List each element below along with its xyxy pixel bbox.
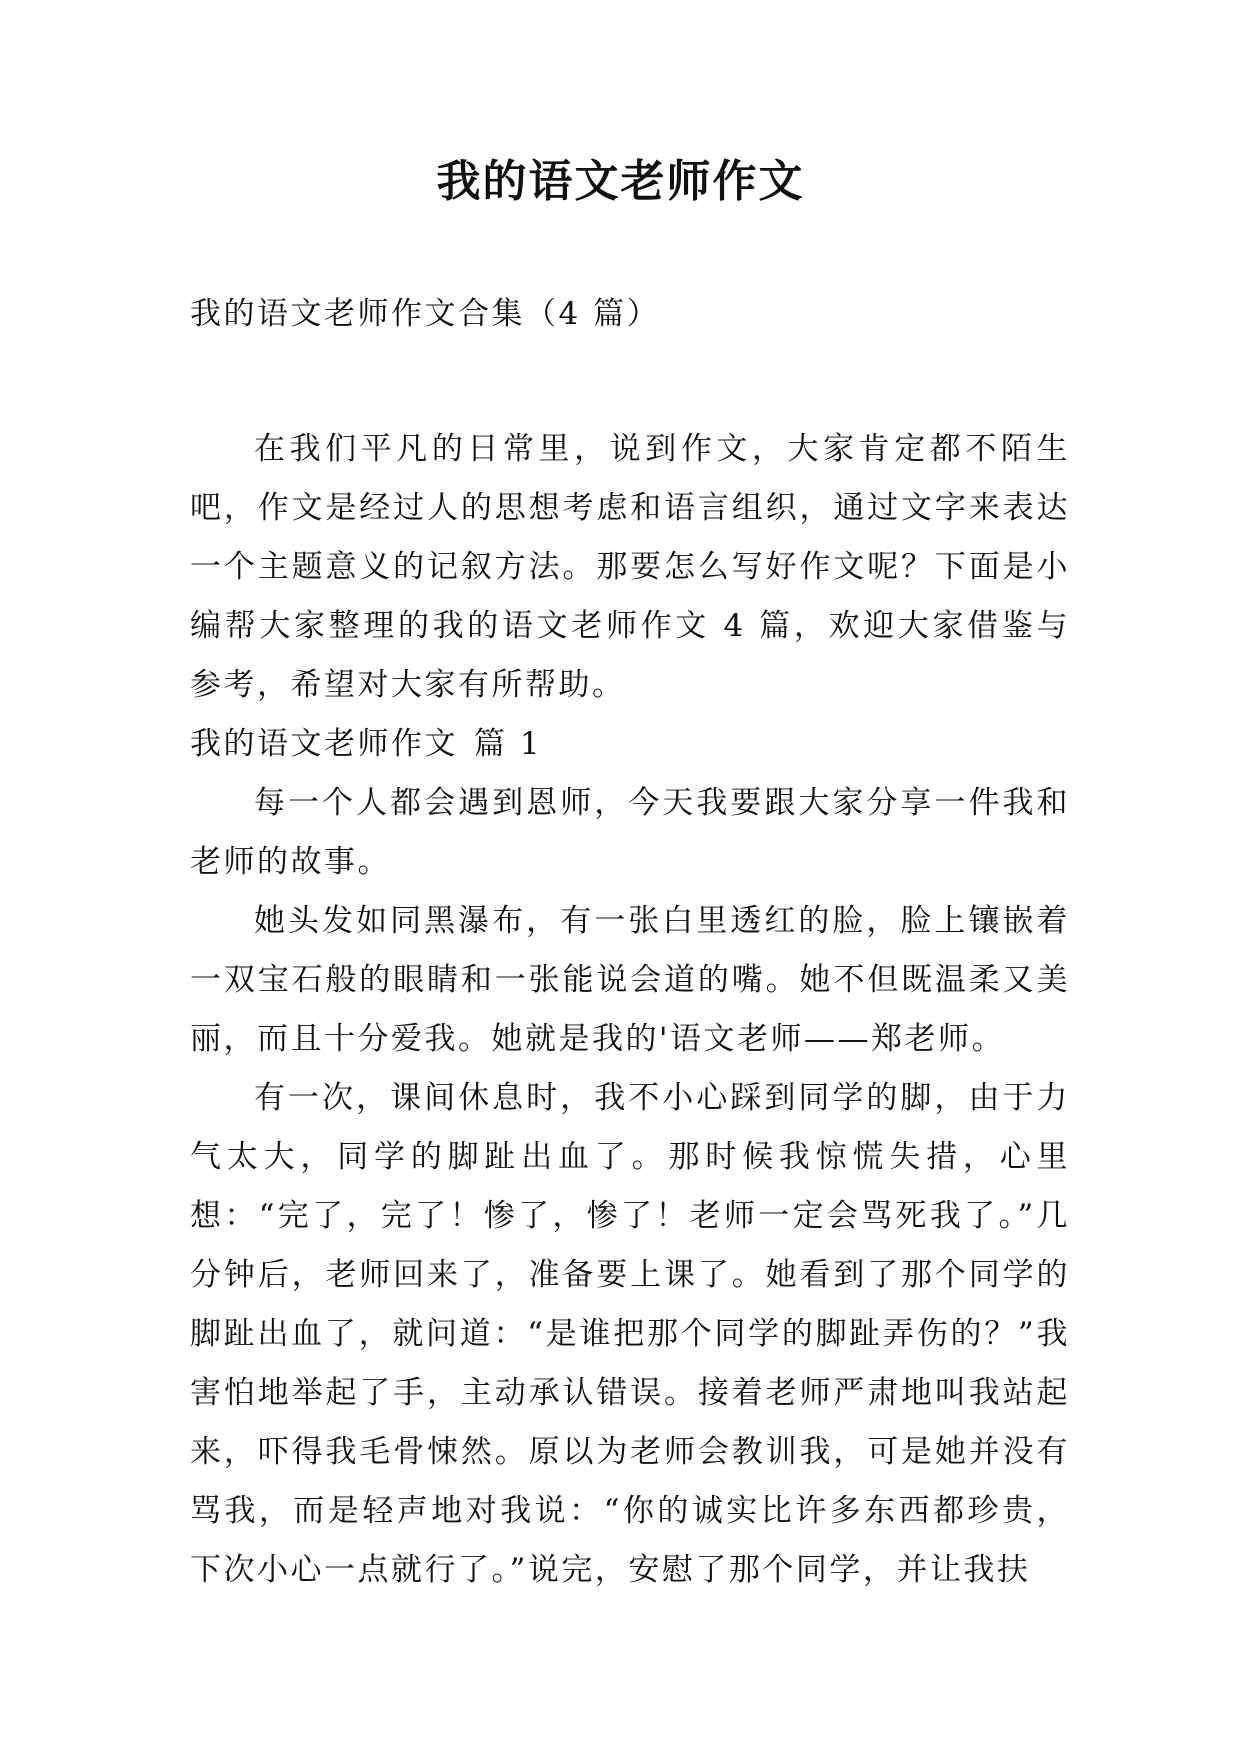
body-paragraph-3: 有一次，课间休息时，我不小心踩到同学的脚，由于力气太大，同学的脚趾出血了。那时候我惊慌失措，心里想：“完了，完了！惨了，惨了！老师一定会骂死我了。”几分钟后，老师回来了，准备要上课了。她看到了那个同学的脚趾出血了，就问道：“是谁把那个同学的脚趾弄伤的？”我害怕地举起了手，主动承认错误。接着老师严肃地叫我站起来，吓得我毛骨悚然。原以为老师会教训我，可是她并没有骂我，而是轻声地对我说：“你的诚实比许多东西都珍贵，下次小心一点就行了。”说完，安慰了那个同学，并让我扶 — [190, 1080, 1070, 1588]
section-heading-title: 我的语文老师作文 — [190, 726, 458, 762]
section-heading-1 — [190, 715, 1070, 774]
collection-subtitle: 我的语文老师作文合集（4 篇） — [190, 296, 661, 332]
intro-paragraph: 在我们平凡的日常里，说到作文，大家肯定都不陌生吧，作文是经过人的思想考虑和语言组织，通过文字来表达一个主题意义的记叙方法。那要怎么写好作文呢？下面是小编帮大家整理的我的语文老师作文 4 篇，欢迎大家借鉴与参考，希望对大家有所帮助。 — [190, 431, 1070, 703]
section-heading-number: 篇 1 — [474, 726, 543, 762]
body-paragraph-2: 她头发如同黑瀑布，有一张白里透红的脸，脸上镶嵌着一双宝石般的眼睛和一张能说会道的嘴。她不但既温柔又美丽，而且十分爱我。她就是我的'语文老师——郑老师。 — [190, 903, 1070, 1057]
spacer — [190, 344, 1070, 420]
document-title: 我的语文老师作文 — [436, 156, 805, 207]
document-body — [190, 284, 1070, 1600]
body-paragraph-1: 每一个人都会遇到恩师，今天我要跟大家分享一件我和老师的故事。 — [190, 785, 1070, 880]
